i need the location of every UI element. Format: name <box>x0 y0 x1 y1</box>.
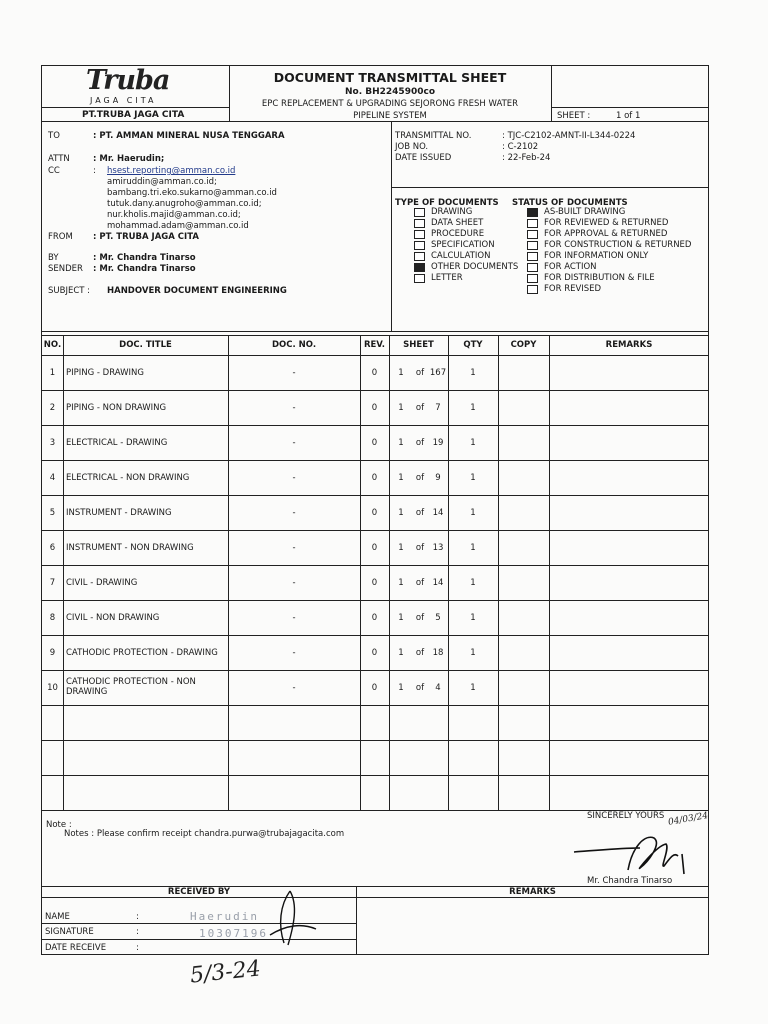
cc-email: nur.kholis.majid@amman.co.id; <box>107 210 241 220</box>
signatory-name: Mr. Chandra Tinarso <box>587 876 673 886</box>
row-number: 5 <box>49 507 56 518</box>
row-doc-title: CATHODIC PROTECTION - NON DRAWING <box>66 677 196 697</box>
row-sheet-to: 167 <box>429 367 447 378</box>
sender-signature <box>570 828 700 878</box>
doc-type-checkbox[interactable] <box>414 208 425 217</box>
row-doc-title: INSTRUMENT - NON DRAWING <box>66 542 194 553</box>
doc-status-checkbox[interactable] <box>527 274 538 283</box>
table-header-cell: QTY <box>463 340 483 350</box>
table-header-cell: DOC. NO. <box>271 340 317 350</box>
received-date-label: DATE RECEIVE <box>45 943 107 953</box>
row-sheet-of: of <box>415 402 425 413</box>
received-name-label: NAME <box>45 912 70 922</box>
row-rev: 0 <box>371 612 378 623</box>
doc-type-label: DATA SHEET <box>431 218 484 228</box>
doc-type-label: CALCULATION <box>431 251 491 261</box>
row-number: 1 <box>49 367 56 378</box>
table-row-line <box>42 705 709 706</box>
row-sheet-from: 1 <box>398 612 404 623</box>
doc-type-label: SPECIFICATION <box>431 240 495 250</box>
doc-status-label: AS-BUILT DRAWING <box>544 207 626 217</box>
doc-status-label: FOR APPROVAL & RETURNED <box>544 229 668 239</box>
doc-types-heading: TYPE OF DOCUMENTS <box>395 198 499 208</box>
project-line-2: PIPELINE SYSTEM <box>353 111 427 121</box>
doc-type-label: DRAWING <box>431 207 473 217</box>
doc-status-checkbox[interactable] <box>527 208 538 217</box>
date-issued-label: DATE ISSUED <box>395 153 452 163</box>
header-divider <box>551 66 552 121</box>
doc-type-checkbox[interactable] <box>414 263 425 272</box>
by-label: BY <box>48 253 59 263</box>
row-doc-no: - <box>292 682 296 693</box>
sender-value: : Mr. Chandra Tinarso <box>93 264 196 274</box>
row-number: 7 <box>49 577 56 588</box>
row-rev: 0 <box>371 402 378 413</box>
row-sheet-to: 14 <box>432 577 444 588</box>
project-line-1: EPC REPLACEMENT & UPGRADING SEJORONG FRESH WATER <box>261 99 519 109</box>
row-qty: 1 <box>470 472 476 483</box>
row-rev: 0 <box>371 367 378 378</box>
row-doc-no: - <box>292 472 296 483</box>
row-sheet-to: 14 <box>432 507 444 518</box>
date-issued-value: : 22-Feb-24 <box>502 153 551 163</box>
cc-email-link[interactable]: hsest.reporting@amman.co.id <box>107 166 236 176</box>
logo-divider <box>42 107 229 108</box>
doc-type-checkbox[interactable] <box>414 252 425 261</box>
row-sheet-of: of <box>415 437 425 448</box>
row-sheet-to: 4 <box>435 682 441 693</box>
row-qty: 1 <box>470 402 476 413</box>
from-label: FROM <box>48 232 73 242</box>
company-name: PT.TRUBA JAGA CITA <box>82 110 185 120</box>
company-logo: Truba <box>86 65 170 96</box>
row-doc-title: PIPING - NON DRAWING <box>66 402 167 413</box>
row-rev: 0 <box>371 437 378 448</box>
received-name-colon: : <box>136 912 139 922</box>
transmittal-no-label: TRANSMITTAL NO. <box>395 131 472 141</box>
row-rev: 0 <box>371 542 378 553</box>
subject-label: SUBJECT : <box>48 286 91 296</box>
by-value: : Mr. Chandra Tinarso <box>93 253 196 263</box>
row-rev: 0 <box>371 507 378 518</box>
received-header-line <box>42 897 709 898</box>
doc-status-label: FOR REVISED <box>544 284 602 294</box>
table-row-line <box>42 740 709 741</box>
closing-text: SINCERELY YOURS <box>587 811 665 821</box>
to-value: : PT. AMMAN MINERAL NUSA TENGGARA <box>93 131 285 141</box>
doc-status-checkbox[interactable] <box>527 241 538 250</box>
received-signature-label: SIGNATURE <box>45 927 94 937</box>
cc-email: bambang.tri.eko.sukarno@amman.co.id <box>107 188 277 198</box>
row-number: 2 <box>49 402 56 413</box>
cc-email: amiruddin@amman.co.id; <box>107 177 217 187</box>
row-sheet-from: 1 <box>398 542 404 553</box>
row-doc-title: CIVIL - NON DRAWING <box>66 612 160 623</box>
row-sheet-of: of <box>415 507 425 518</box>
row-qty: 1 <box>470 682 476 693</box>
row-qty: 1 <box>470 612 476 623</box>
row-qty: 1 <box>470 437 476 448</box>
table-header-cell: DOC. TITLE <box>119 340 172 350</box>
doc-status-label: FOR ACTION <box>544 262 597 272</box>
row-doc-no: - <box>292 507 296 518</box>
row-doc-no: - <box>292 647 296 658</box>
row-sheet-to: 7 <box>435 402 441 413</box>
doc-status-label: FOR DISTRIBUTION & FILE <box>544 273 655 283</box>
sender-handwritten-date: 04/03/24 <box>667 811 709 828</box>
row-qty: 1 <box>470 507 476 518</box>
table-header-cell: COPY <box>510 340 537 350</box>
received-by-heading: RECEIVED BY <box>167 887 231 897</box>
note-label: Note : <box>46 820 72 830</box>
doc-status-label: FOR CONSTRUCTION & RETURNED <box>544 240 692 250</box>
row-doc-title: ELECTRICAL - DRAWING <box>66 437 168 448</box>
receiver-signature <box>250 885 320 955</box>
doc-type-checkbox[interactable] <box>414 230 425 239</box>
row-sheet-to: 18 <box>432 647 444 658</box>
row-doc-no: - <box>292 577 296 588</box>
row-sheet-to: 5 <box>435 612 441 623</box>
row-number: 10 <box>47 682 58 693</box>
to-label: TO <box>48 131 60 141</box>
doc-type-checkbox[interactable] <box>414 241 425 250</box>
document-title: DOCUMENT TRANSMITTAL SHEET <box>273 70 507 85</box>
row-rev: 0 <box>371 472 378 483</box>
doc-type-checkbox[interactable] <box>414 219 425 228</box>
doc-status-label: FOR REVIEWED & RETURNED <box>544 218 669 228</box>
row-sheet-to: 13 <box>432 542 444 553</box>
subject-value: HANDOVER DOCUMENT ENGINEERING <box>107 286 287 296</box>
sheet-value: 1 of 1 <box>616 111 641 121</box>
row-doc-no: - <box>292 542 296 553</box>
receiver-stamp-name: Haerudin <box>190 910 259 923</box>
row-doc-title: PIPING - DRAWING <box>66 367 144 378</box>
transmittal-divider <box>391 187 709 188</box>
row-doc-no: - <box>292 402 296 413</box>
sender-label: SENDER <box>48 264 83 274</box>
cc-email: mohammad.adam@amman.co.id <box>107 221 249 231</box>
note-text: Notes : Please confirm receipt chandra.purwa@trubajagacita.com <box>64 829 345 839</box>
company-logo-sub: JAGA CITA <box>90 96 157 105</box>
sheet-label: SHEET : <box>557 111 591 121</box>
cc-colon: : <box>93 166 96 176</box>
row-sheet-of: of <box>415 647 425 658</box>
doc-status-label: FOR INFORMATION ONLY <box>544 251 649 261</box>
from-value: : PT. TRUBA JAGA CITA <box>93 232 199 242</box>
row-doc-no: - <box>292 612 296 623</box>
row-number: 6 <box>49 542 56 553</box>
table-header-cell: REV. <box>363 340 386 350</box>
row-rev: 0 <box>371 682 378 693</box>
row-doc-title: CIVIL - DRAWING <box>66 577 138 588</box>
row-number: 8 <box>49 612 56 623</box>
row-sheet-of: of <box>415 577 425 588</box>
attn-value: : Mr. Haerudin; <box>93 154 165 164</box>
doc-status-checkbox[interactable] <box>527 263 538 272</box>
row-sheet-from: 1 <box>398 507 404 518</box>
received-date-colon: : <box>136 943 139 953</box>
header-bottom-line <box>42 121 709 122</box>
table-header-cell: NO. <box>43 340 62 350</box>
row-sheet-from: 1 <box>398 367 404 378</box>
row-rev: 0 <box>371 577 378 588</box>
doc-status-checkbox[interactable] <box>527 252 538 261</box>
row-sheet-from: 1 <box>398 402 404 413</box>
received-remarks-heading: REMARKS <box>509 887 556 897</box>
row-doc-title: CATHODIC PROTECTION - DRAWING <box>66 647 218 658</box>
row-sheet-of: of <box>415 367 425 378</box>
receiver-stamp-id: 10307196 <box>199 927 268 940</box>
sheet-divider <box>551 107 709 108</box>
document-number: No. BH2245900co <box>344 87 435 97</box>
row-sheet-of: of <box>415 612 425 623</box>
row-sheet-from: 1 <box>398 647 404 658</box>
row-doc-no: - <box>292 367 296 378</box>
doc-status-checkbox[interactable] <box>527 219 538 228</box>
cc-email: tutuk.dany.anugroho@amman.co.id; <box>107 199 262 209</box>
row-qty: 1 <box>470 577 476 588</box>
row-sheet-from: 1 <box>398 472 404 483</box>
attn-label: ATTN <box>48 154 70 164</box>
row-number: 4 <box>49 472 56 483</box>
row-doc-title: ELECTRICAL - NON DRAWING <box>66 472 190 483</box>
doc-status-heading: STATUS OF DOCUMENTS <box>512 198 628 208</box>
row-qty: 1 <box>470 542 476 553</box>
doc-type-label: PROCEDURE <box>431 229 485 239</box>
job-no-value: : C-2102 <box>502 142 539 152</box>
row-sheet-of: of <box>415 682 425 693</box>
row-sheet-to: 9 <box>435 472 441 483</box>
received-signature-colon: : <box>136 927 139 937</box>
row-qty: 1 <box>470 647 476 658</box>
row-sheet-from: 1 <box>398 577 404 588</box>
doc-type-label: OTHER DOCUMENTS <box>431 262 519 272</box>
row-qty: 1 <box>470 367 476 378</box>
row-doc-no: - <box>292 437 296 448</box>
row-sheet-from: 1 <box>398 437 404 448</box>
doc-type-label: LETTER <box>431 273 463 283</box>
receiver-handwritten-date: 5/3-24 <box>188 956 262 989</box>
address-divider <box>391 121 392 331</box>
row-sheet-of: of <box>415 542 425 553</box>
address-bottom-line <box>42 331 709 332</box>
doc-status-checkbox[interactable] <box>527 285 538 294</box>
cc-label: CC <box>48 166 60 176</box>
table-row-line <box>42 775 709 776</box>
table-header-cell: SHEET <box>403 340 434 350</box>
doc-status-checkbox[interactable] <box>527 230 538 239</box>
row-sheet-to: 19 <box>432 437 444 448</box>
row-sheet-of: of <box>415 472 425 483</box>
row-doc-title: INSTRUMENT - DRAWING <box>66 507 172 518</box>
row-rev: 0 <box>371 647 378 658</box>
row-number: 3 <box>49 437 56 448</box>
table-header-cell: REMARKS <box>605 340 653 350</box>
transmittal-no-value: : TJC-C2102-AMNT-II-L344-0224 <box>502 131 636 141</box>
row-sheet-from: 1 <box>398 682 404 693</box>
job-no-label: JOB NO. <box>395 142 429 152</box>
doc-type-checkbox[interactable] <box>414 274 425 283</box>
row-number: 9 <box>49 647 56 658</box>
table-top-line <box>42 335 709 336</box>
